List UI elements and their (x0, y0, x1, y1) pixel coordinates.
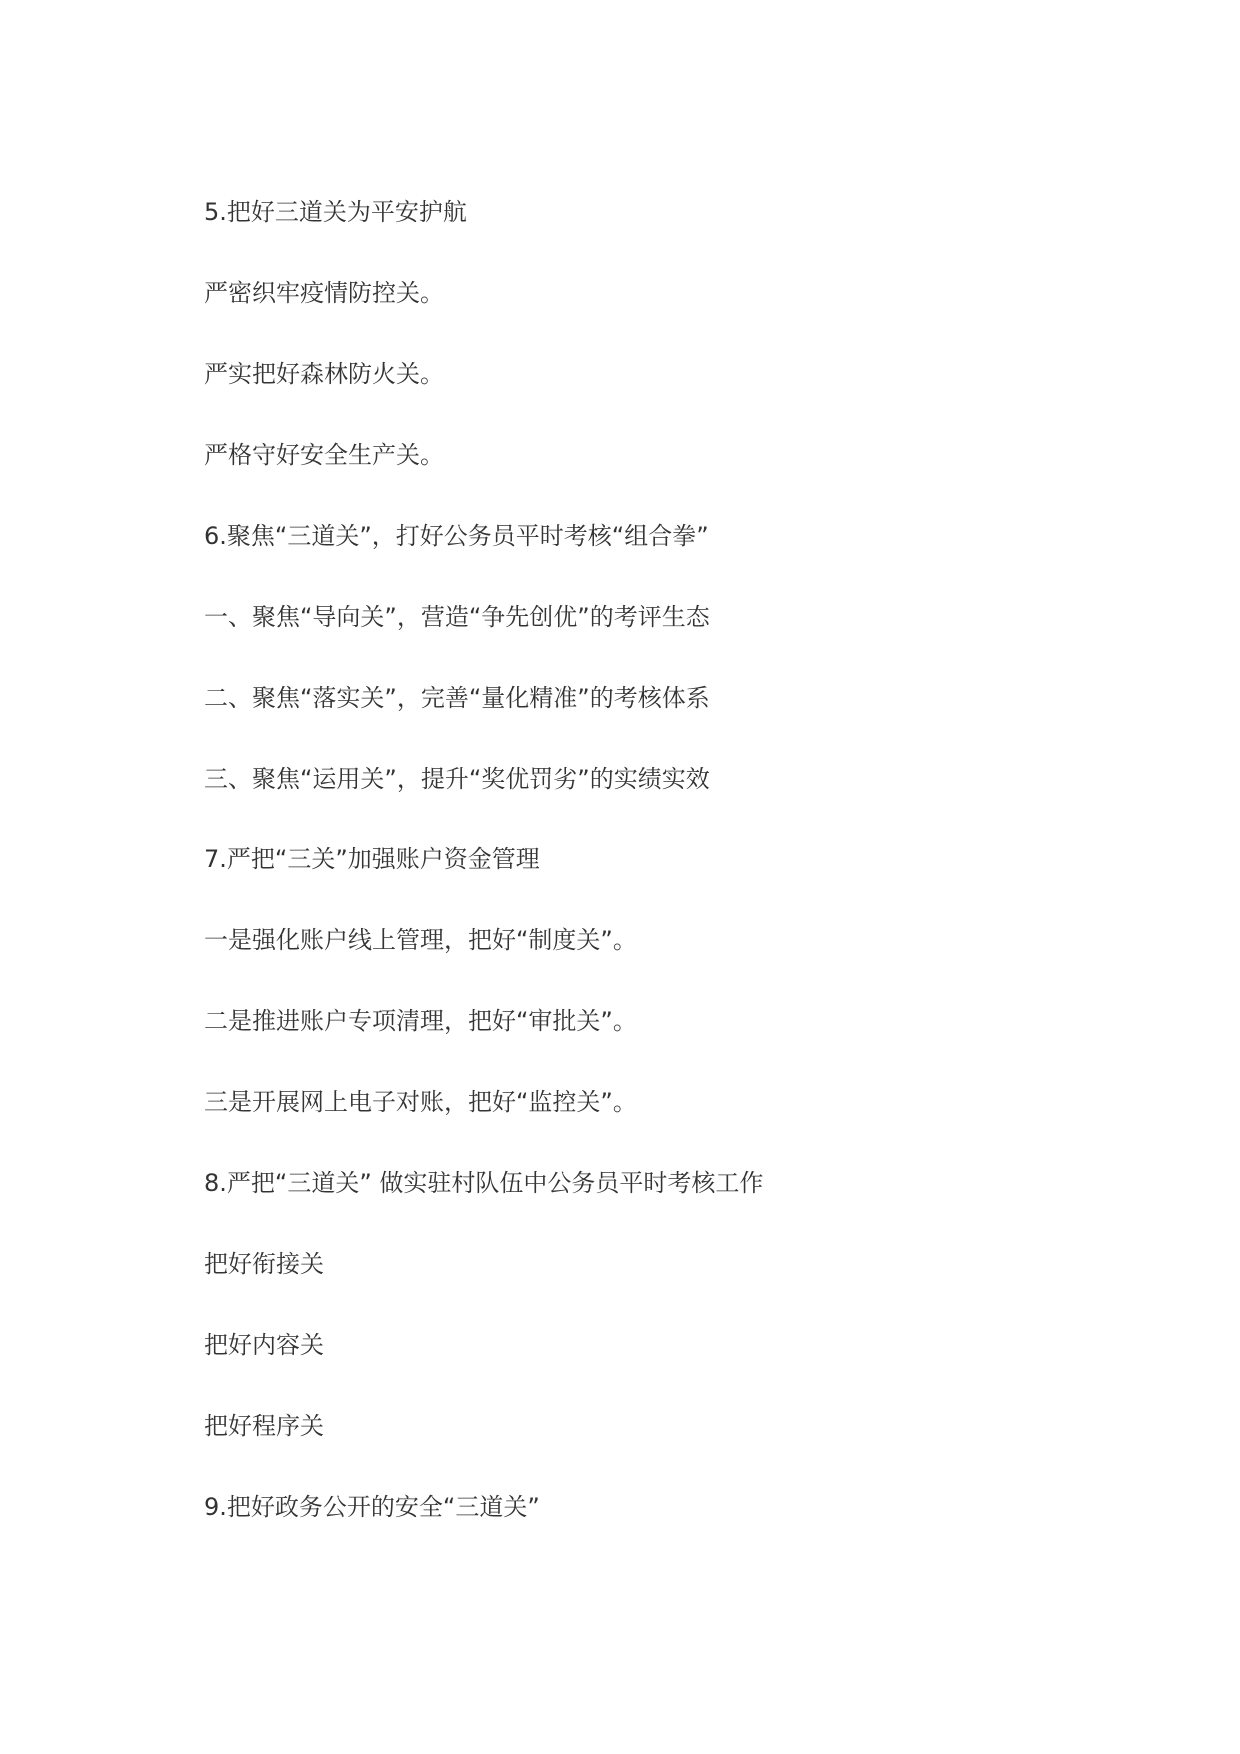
paragraph-line: 把好程序关 (204, 1412, 324, 1440)
heading-item-5: 5.把好三道关为平安护航 (204, 198, 467, 226)
paragraph-line: 二是推进账户专项清理，把好“审批关”。 (204, 1007, 637, 1035)
paragraph-line: 一是强化账户线上管理，把好“制度关”。 (204, 926, 637, 954)
paragraph-line: 严格守好安全生产关。 (204, 441, 444, 469)
paragraph-line: 严实把好森林防火关。 (204, 360, 444, 388)
heading-item-6: 6.聚焦“三道关”，打好公务员平时考核“组合拳” (204, 522, 709, 550)
paragraph-line: 严密织牢疫情防控关。 (204, 279, 444, 307)
paragraph-line: 三是开展网上电子对账，把好“监控关”。 (204, 1088, 637, 1116)
paragraph-line: 把好内容关 (204, 1331, 324, 1359)
heading-item-7: 7.严把“三关”加强账户资金管理 (204, 845, 540, 873)
paragraph-line: 把好衔接关 (204, 1250, 324, 1278)
paragraph-line: 三、聚焦“运用关”，提升“奖优罚劣”的实绩实效 (204, 765, 710, 793)
paragraph-line: 二、聚焦“落实关”，完善“量化精准”的考核体系 (204, 684, 710, 712)
paragraph-line: 一、聚焦“导向关”，营造“争先创优”的考评生态 (204, 603, 710, 631)
heading-item-8: 8.严把“三道关” 做实驻村队伍中公务员平时考核工作 (204, 1169, 764, 1197)
heading-item-9: 9.把好政务公开的安全“三道关” (204, 1493, 540, 1521)
